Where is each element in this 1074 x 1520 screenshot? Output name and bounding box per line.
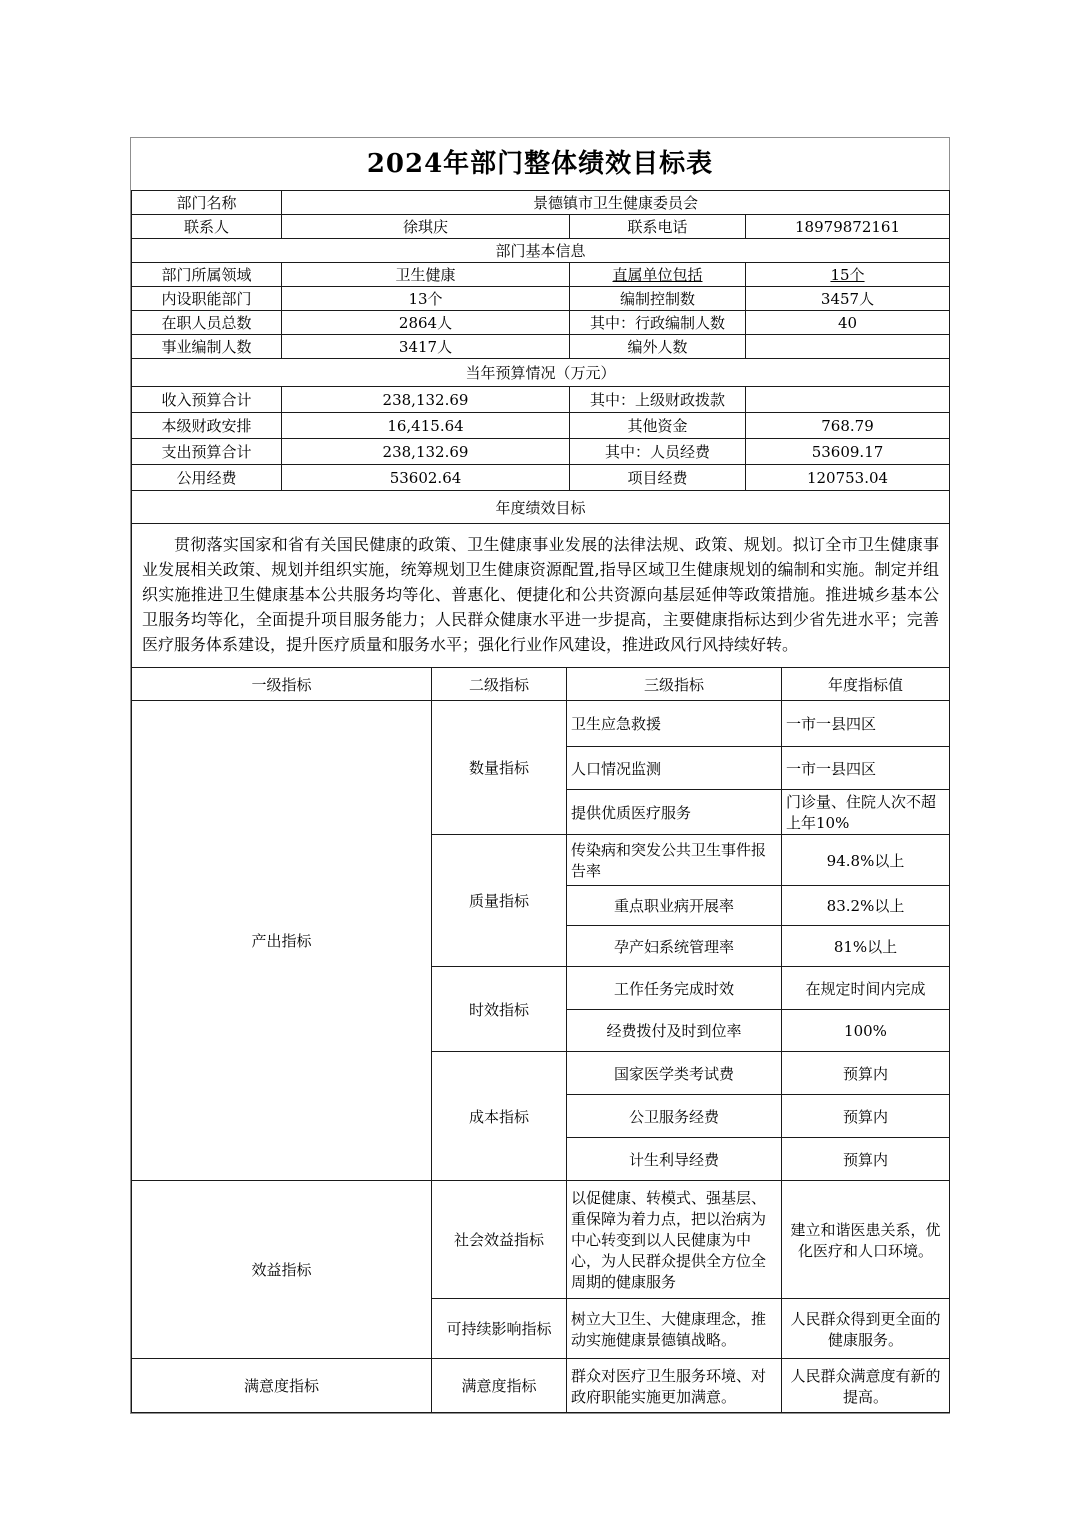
budget-label: 公用经费 [132, 465, 282, 491]
level1-output: 产出指标 [132, 701, 432, 1181]
indicator-row [132, 1359, 950, 1413]
indicator-table [131, 667, 950, 1413]
indicator-row [132, 1181, 950, 1299]
info-value [746, 335, 950, 359]
info-label: 部门所属领域 [132, 263, 282, 287]
annual-goal-text: 贯彻落实国家和省有关国民健康的政策、卫生健康事业发展的法律法规、政策、规划。拟订全市卫生健康事业发展相关政策、规划并组织实施，统筹规划卫生健康资源配置,指导区域卫生健康规划的编制和实施。制定并组织实施推进卫生健康基本公共服务均等化、普惠化、便捷化和公共资源向基层延伸等政策措施。推进城乡基本公卫服务均等化，全面提升项目服务能力；人民群众健康水平进一步提高，主要健康指标达到少省先进水平；完善医疗服务体系建设，提升医疗质量和服务水平；强化行业作风建设，推进政风行风持续好转。 [132, 524, 950, 668]
level2-satisfaction: 满意度指标 [432, 1359, 567, 1413]
level2-social-benefit: 社会效益指标 [432, 1181, 567, 1299]
indicator-name: 群众对医疗卫生服务环境、对政府职能实施更加满意。 [567, 1359, 782, 1413]
indicator-target: 一市一县四区 [782, 701, 950, 747]
header-target: 年度指标值 [782, 668, 950, 701]
indicator-target: 81%以上 [782, 926, 950, 967]
info-value: 40 [746, 311, 950, 335]
budget-label: 收入预算合计 [132, 387, 282, 413]
info-label: 内设职能部门 [132, 287, 282, 311]
table-row [132, 215, 950, 239]
indicator-target: 建立和谐医患关系，优化医疗和人口环境。 [782, 1181, 950, 1299]
table-row [132, 335, 950, 359]
budget-label: 其中：人员经费 [570, 439, 746, 465]
indicator-target: 门诊量、住院人次不超上年10% [782, 790, 950, 835]
table-row [132, 465, 950, 491]
indicator-target: 100% [782, 1010, 950, 1052]
info-label: 事业编制人数 [132, 335, 282, 359]
table-row [132, 191, 950, 215]
table-row [132, 524, 950, 668]
header-level3: 三级指标 [567, 668, 782, 701]
budget-label: 其中：上级财政拨款 [570, 387, 746, 413]
table-row [132, 263, 950, 287]
budget-value: 238,132.69 [282, 439, 570, 465]
budget-label: 本级财政安排 [132, 413, 282, 439]
info-value: 卫生健康 [282, 263, 570, 287]
table-row [132, 439, 950, 465]
dept-name-label: 部门名称 [132, 191, 282, 215]
indicator-name: 计生利导经费 [567, 1138, 782, 1181]
info-label: 编外人数 [570, 335, 746, 359]
contact-label: 联系人 [132, 215, 282, 239]
indicator-target: 94.8%以上 [782, 835, 950, 886]
indicator-name: 提供优质医疗服务 [567, 790, 782, 835]
indicator-name: 工作任务完成时效 [567, 967, 782, 1010]
budget-label: 支出预算合计 [132, 439, 282, 465]
budget-label: 项目经费 [570, 465, 746, 491]
budget-value: 16,415.64 [282, 413, 570, 439]
level2-timeliness: 时效指标 [432, 967, 567, 1052]
document-sheet [130, 137, 950, 1414]
section-header-row [132, 239, 950, 263]
dept-name-value: 景德镇市卫生健康委员会 [282, 191, 950, 215]
budget-value: 53609.17 [746, 439, 950, 465]
indicator-name: 孕产妇系统管理率 [567, 926, 782, 967]
phone-value: 18979872161 [746, 215, 950, 239]
info-label: 在职人员总数 [132, 311, 282, 335]
table-row [132, 287, 950, 311]
budget-value: 238,132.69 [282, 387, 570, 413]
budget-value [746, 387, 950, 413]
table-row [132, 387, 950, 413]
indicator-target: 人民群众得到更全面的健康服务。 [782, 1299, 950, 1359]
table-row [132, 311, 950, 335]
annual-goal-section-title: 年度绩效目标 [132, 491, 950, 524]
indicator-target: 在规定时间内完成 [782, 967, 950, 1010]
indicator-name: 国家医学类考试费 [567, 1052, 782, 1095]
level2-quantity: 数量指标 [432, 701, 567, 835]
phone-label: 联系电话 [570, 215, 746, 239]
contact-value: 徐琪庆 [282, 215, 570, 239]
info-value: 13个 [282, 287, 570, 311]
info-label: 直属单位包括 [570, 263, 746, 287]
table-row [132, 413, 950, 439]
level2-quality: 质量指标 [432, 835, 567, 967]
indicator-name: 树立大卫生、大健康理念，推动实施健康景德镇战略。 [567, 1299, 782, 1359]
level2-sustainable: 可持续影响指标 [432, 1299, 567, 1359]
budget-value: 53602.64 [282, 465, 570, 491]
level1-satisfaction: 满意度指标 [132, 1359, 432, 1413]
section-header-row [132, 491, 950, 524]
info-value: 3417人 [282, 335, 570, 359]
indicator-name: 重点职业病开展率 [567, 886, 782, 926]
budget-section-title: 当年预算情况（万元） [132, 359, 950, 387]
header-level1: 一级指标 [132, 668, 432, 701]
indicator-target: 83.2%以上 [782, 886, 950, 926]
indicator-header-row [132, 668, 950, 701]
indicator-name: 经费拨付及时到位率 [567, 1010, 782, 1052]
indicator-target: 一市一县四区 [782, 747, 950, 790]
info-label: 其中：行政编制人数 [570, 311, 746, 335]
page-title: 2024年部门整体绩效目标表 [366, 149, 714, 179]
indicator-target: 人民群众满意度有新的提高。 [782, 1359, 950, 1413]
indicator-row [132, 701, 950, 747]
info-value: 2864人 [282, 311, 570, 335]
indicator-target: 预算内 [782, 1095, 950, 1138]
basic-info-table [131, 190, 950, 668]
info-value: 3457人 [746, 287, 950, 311]
indicator-name: 人口情况监测 [567, 747, 782, 790]
indicator-target: 预算内 [782, 1052, 950, 1095]
indicator-name: 卫生应急救援 [567, 701, 782, 747]
budget-value: 768.79 [746, 413, 950, 439]
indicator-name: 公卫服务经费 [567, 1095, 782, 1138]
basic-info-section-title: 部门基本信息 [132, 239, 950, 263]
budget-value: 120753.04 [746, 465, 950, 491]
section-header-row [132, 359, 950, 387]
indicator-name: 以促健康、转模式、强基层、重保障为着力点，把以治病为中心转变到以人民健康为中心，为人民群众提供全方位全周期的健康服务 [567, 1181, 782, 1299]
level2-cost: 成本指标 [432, 1052, 567, 1181]
indicator-target: 预算内 [782, 1138, 950, 1181]
indicator-name: 传染病和突发公共卫生事件报告率 [567, 835, 782, 886]
info-value: 15个 [746, 263, 950, 287]
info-label: 编制控制数 [570, 287, 746, 311]
header-level2: 二级指标 [432, 668, 567, 701]
level1-benefit: 效益指标 [132, 1181, 432, 1359]
budget-label: 其他资金 [570, 413, 746, 439]
